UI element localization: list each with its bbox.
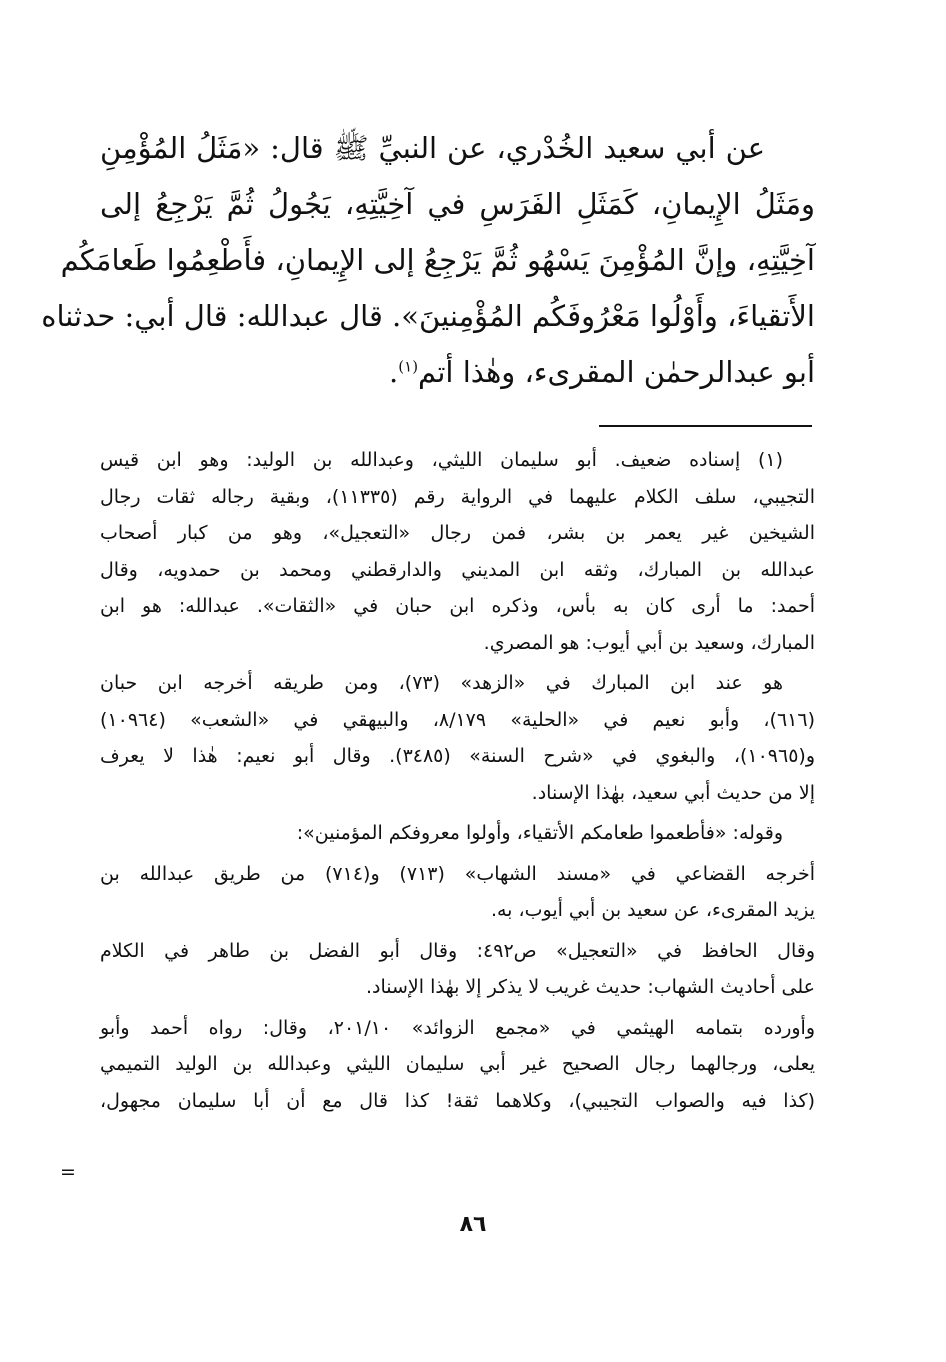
footnote-line: هو عند ابن المبارك في «الزهد» (٧٣)، ومن طريقه أخرجه ابن حبان [100, 672, 783, 694]
footnote-line: أحمد: ما أرى كان به بأس، وذكره ابن حبان في «الثقات». عبدالله: هو ابن [100, 595, 815, 617]
hadith-line: الأَتقياءَ، وأَوْلُوا مَعْرُوفَكُم المُؤْمِنينَ». قال عبدالله: قال أبي: حدثناه [41, 299, 815, 333]
footnote-line: أخرجه القضاعي في «مسند الشهاب» (٧١٣) و(٧١٤) من طريق عبدالله بن [100, 862, 815, 885]
page-number: ٨٦ [459, 1212, 487, 1237]
hadith-line: أبو عبدالرحمٰن المقرىء، وهٰذا أتم$^{(١)}$. [389, 355, 815, 389]
footnote-line: وقال الحافظ في «التعجيل» ص٤٩٢: وقال أبو الفضل بن طاهر في الكلام [100, 939, 816, 962]
footnote-line: المبارك، وسعيد بن أبي أيوب: هو المصري. [483, 631, 815, 654]
footnote-paragraph [100, 933, 815, 1006]
footnote-line: يزيد المقرىء، عن سعيد بن أبي أيوب، به. [490, 899, 815, 921]
footnote-line: إلا من حديث أبي سعيد، بهٰذا الإسناد. [531, 781, 815, 804]
footnote-line: وقوله: «فأطعموا طعامكم الأتقياء، وأولوا معروفكم المؤمنين»: [296, 822, 783, 844]
footnote-line: على أحاديث الشهاب: حديث غريب لا يذكر إلا بهٰذا الإسناد. [365, 976, 815, 998]
hadith-line: عن أبي سعيد الخُدْري، عن النبيِّ ﷺ قال: «مَثَلُ المُؤْمِنِ [100, 131, 765, 165]
hadith-line-text: أبو عبدالرحمٰن المقرىء، وهٰذا أتم [418, 355, 815, 389]
continuation-mark: = [60, 1161, 76, 1183]
footnote-line: (١) إسناده ضعيف. أبو سليمان الليثي، وعبدالله بن الوليد: وهو ابن قيس [100, 449, 783, 471]
footnote-paragraph [100, 665, 815, 811]
footnote-line: يعلى، ورجالهما رجال الصحيح غير أبي سليمان الليثي وعبدالله بن الوليد التميمي [100, 1053, 815, 1075]
footnote-line: عبدالله بن المبارك، وثقه ابن المديني والدارقطني ومحمد بن حمدويه، وقال [100, 558, 815, 581]
footnote-line: (كذا فيه والصواب التجيبي)، وكلاهما ثقة! كذا قال مع أن أبا سليمان مجهول، [100, 1089, 815, 1112]
footnote-line: (٦١٦)، وأبو نعيم في «الحلية» ٨/١٧٩، والبيهقي في «الشعب» (١٠٩٦٤) [100, 708, 815, 731]
hadith-line: آخِيَّتِهِ، وإنَّ المُؤْمِنَ يَسْهُو ثُمَّ يَرْجِعُ إلى الإِيمانِ، فأَطْعِمُوا طَعامَكُم [60, 243, 815, 277]
footnote-line: الشيخين غير يعمر بن بشر، فمن رجال «التعجيل»، وهو من كبار أصحاب [100, 522, 815, 544]
footnote-reference: (١) [398, 357, 419, 376]
footnote-line: و(١٠٩٦٥)، والبغوي في «شرح السنة» (٣٤٨٥). وقال أبو نعيم: هٰذا لا يعرف [100, 745, 815, 767]
footnote-line: وأورده بتمامه الهيثمي في «مجمع الزوائد» ٢٠١/١٠، وقال: رواه أحمد وأبو [100, 1016, 816, 1039]
footnote-paragraph [100, 856, 815, 929]
footnote-paragraph [100, 815, 815, 852]
hadith-line: ومَثَلُ الإِيمانِ، كَمَثَلِ الفَرَسِ في آخِيَّتِهِ، يَجُولُ ثُمَّ يَرْجِعُ إلى [100, 187, 815, 221]
hadith-text [41, 120, 815, 400]
footnote-divider [599, 425, 812, 427]
footnote-paragraph [100, 1010, 815, 1120]
footnotes-section [100, 442, 815, 1119]
footnote-paragraph [100, 442, 815, 661]
footnote-line: التجيبي، سلف الكلام عليهما في الرواية رقم (١١٣٣٥)، وبقية رجاله ثقات رجال [100, 485, 815, 508]
